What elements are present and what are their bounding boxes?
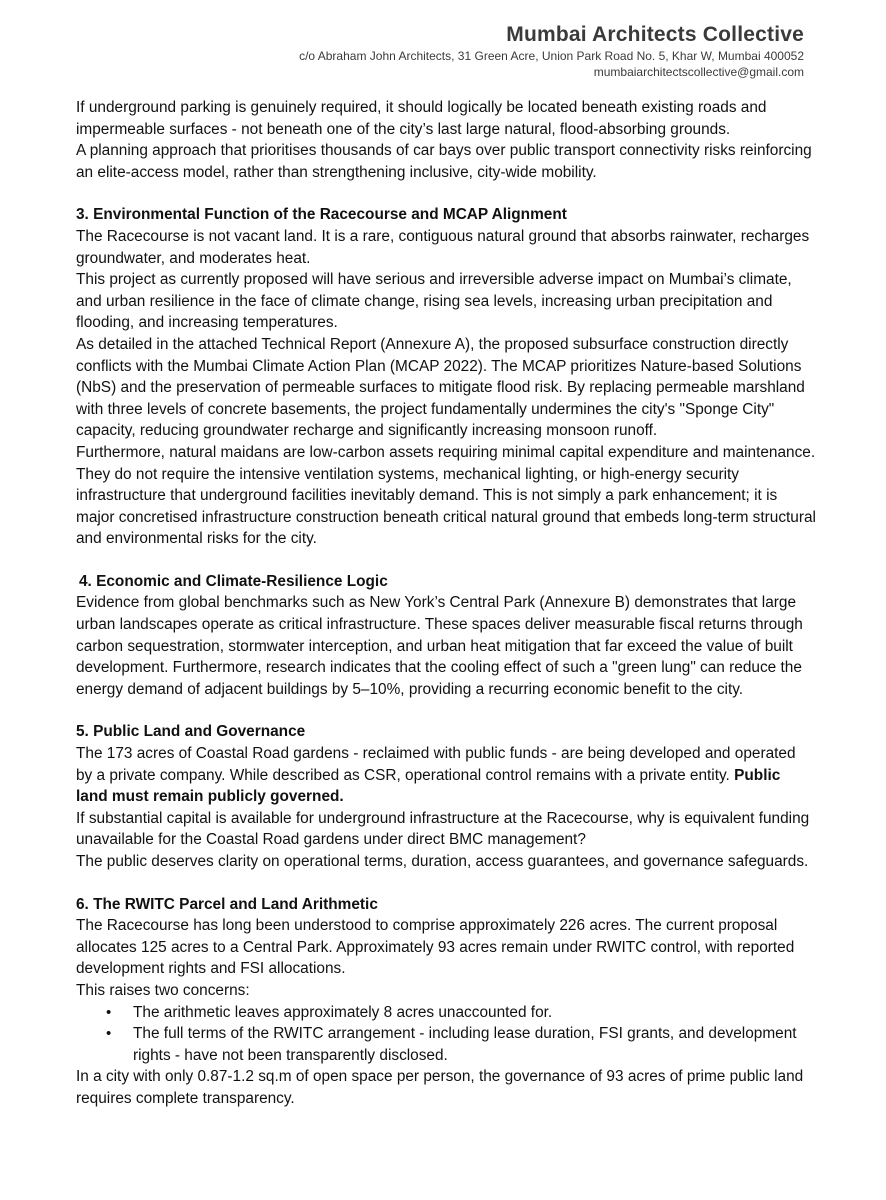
letter-body: [76, 97, 816, 1110]
organization-name: Mumbai Architects Collective: [506, 23, 804, 46]
list-item: • The full terms of the RWITC arrangement - including lease duration, FSI grants, and development rights - have not been transparently disclosed.: [133, 1023, 816, 1066]
section-paragraph: The public deserves clarity on operational terms, duration, access guarantees, and governance safeguards.: [76, 853, 809, 870]
section-text: The 173 acres of Coastal Road gardens - reclaimed with public funds - are being developed and operated by a private company. While described as CSR, operational control remains with a private entity.: [76, 745, 796, 784]
list-item: • The arithmetic leaves approximately 8 acres unaccounted for.: [133, 1002, 816, 1024]
section-paragraph: Furthermore, natural maidans are low-carbon assets requiring minimal capital expenditure and maintenance. They do not require the intensive ventilation systems, mechanical lighting, or high-energy security infrastructure that underground facilities inevitably demand. This is not simply a park enhancement; it is major concretised infrastructure construction beneath critical natural ground that embeds long-term structural and environmental risks for the city.: [76, 443, 816, 548]
section-paragraph: This raises two concerns:: [76, 981, 250, 999]
concerns-list: [76, 1002, 816, 1067]
section-heading: 4. Economic and Climate-Resilience Logic: [79, 572, 388, 590]
section-paragraph: Evidence from global benchmarks such as New York’s Central Park (Annexure B) demonstrates that large urban landscapes operate as critical infrastructure. These spaces deliver measurable fiscal returns through carbon sequestration, stormwater interception, and urban heat mitigation that far exceed the value of built development. Furthermore, research indicates that the cooling effect of such a "green lung" can reduce the energy demand of adjacent buildings by 5–10%, providing a recurring economic benefit to the city.: [76, 594, 803, 698]
section-paragraph: The Racecourse is not vacant land. It is a rare, contiguous natural ground that absorbs rainwater, recharges groundwater, and moderates heat.: [76, 227, 810, 267]
organization-address: c/o Abraham John Architects, 31 Green Acre, Union Park Road No. 5, Khar W, Mumbai 400052: [299, 49, 804, 63]
section-heading: 6. The RWITC Parcel and Land Arithmetic: [76, 895, 378, 913]
section-paragraph: As detailed in the attached Technical Report (Annexure A), the proposed subsurface construction directly conflicts with the Mumbai Climate Action Plan (MCAP 2022). The MCAP prioritizes Nature-based Solutions (NbS) and the preservation of permeable surfaces to mitigate flood risk. By replacing permeable marshland with three levels of concrete basements, the project fundamentally undermines the city's "Sponge City" capacity, reducing groundwater recharge and significantly increasing monsoon runoff.: [76, 335, 805, 440]
section-paragraph: If substantial capital is available for underground infrastructure at the Racecourse, why is equivalent funding unavailable for the Coastal Road gardens under direct BMC management?: [76, 809, 810, 849]
organization-email: mumbaiarchitectscollective@gmail.com: [593, 65, 804, 79]
section-paragraph: The Racecourse has long been understood to comprise approximately 226 acres. The current proposal allocates 125 acres to a Central Park. Approximately 93 acres remain under RWITC control, with reported development rights and FSI allocations.: [76, 917, 795, 978]
section-heading: 3. Environmental Function of the Racecourse and MCAP Alignment: [76, 206, 567, 224]
section-paragraph: In a city with only 0.87-1.2 sq.m of open space per person, the governance of 93 acres of prime public land requires complete transparency.: [76, 1068, 804, 1107]
section-paragraph: [76, 743, 816, 808]
section-paragraph: This project as currently proposed will have serious and irreversible adverse impact on Mumbai’s climate, and urban resilience in the face of climate change, rising sea levels, increasing urban precipitation and flooding, and increasing temperatures.: [76, 271, 792, 332]
intro-paragraph: A planning approach that prioritises thousands of car bays over public transport connectivity risks reinforcing an elite-access model, rather than strengthening inclusive, city-wide mobility.: [76, 142, 812, 181]
section-heading: 5. Public Land and Governance: [76, 723, 306, 741]
letterhead: [299, 22, 804, 80]
emphasis-text: Public land must remain publicly governed.: [76, 766, 781, 806]
intro-paragraph: If underground parking is genuinely required, it should logically be located beneath existing roads and impermeable surfaces - not beneath one of the city’s last large natural, flood-absorbing grounds.: [76, 99, 767, 138]
